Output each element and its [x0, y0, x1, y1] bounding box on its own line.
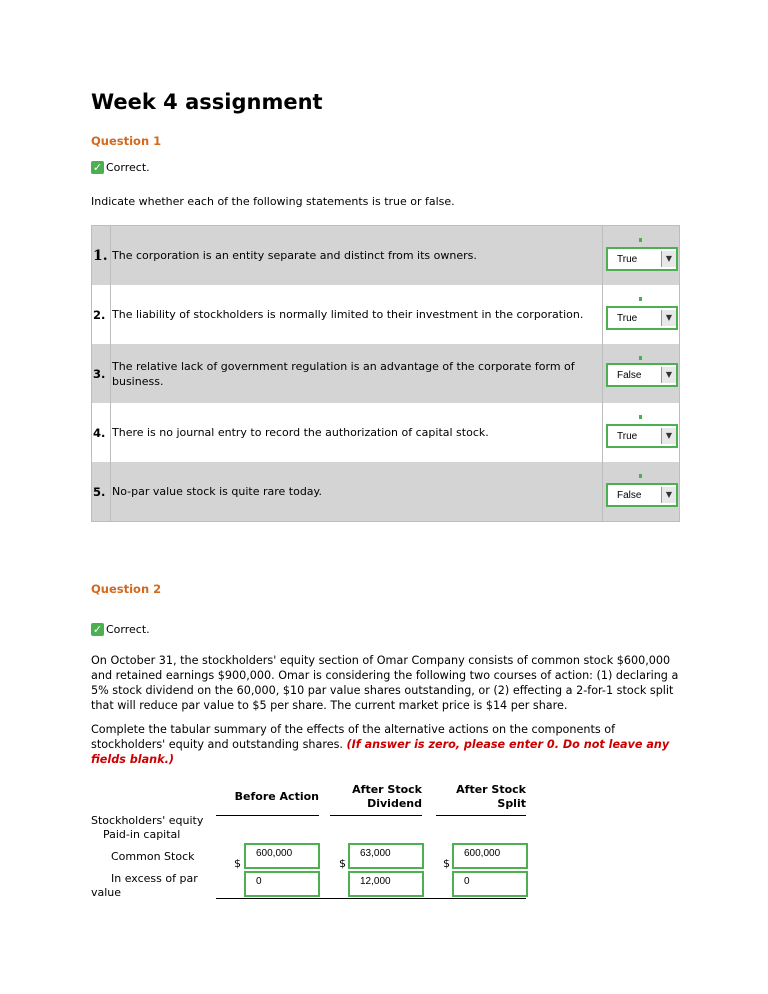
status-text: Correct. [106, 161, 150, 174]
column-label: After Stock [456, 783, 526, 796]
chevron-down-icon[interactable]: ▼ [661, 428, 676, 444]
input-value: 600,000 [464, 848, 501, 859]
divider [216, 898, 526, 899]
input-value: 600,000 [256, 848, 293, 859]
input-value: 12,000 [360, 876, 391, 887]
divider [330, 815, 422, 816]
table-row [92, 462, 679, 521]
page-title: Week 4 assignment [91, 90, 323, 114]
instruction-text: Complete the tabular summary of the effects of the alternative actions on the components of stockholders' equity and outstanding shares. [91, 723, 616, 751]
row-label-line: value [91, 886, 122, 899]
row-label-line: In excess of par [111, 872, 198, 885]
statement: No-par value stock is quite rare today. [112, 485, 322, 498]
column-before-action: Before Action [234, 790, 319, 803]
checkmark-icon: ✓ [92, 161, 103, 174]
row-label-common-stock: Common Stock [111, 850, 195, 863]
item-number: 1. [93, 247, 108, 264]
column-label: Dividend [367, 797, 422, 810]
common-stock-split-input[interactable] [452, 843, 528, 869]
common-stock-before-input[interactable] [244, 843, 320, 869]
column-after-dividend [330, 783, 422, 811]
answer-select[interactable] [606, 424, 678, 448]
selected-value: False [617, 369, 642, 381]
chevron-down-icon[interactable]: ▼ [661, 367, 676, 383]
status-text: Correct. [106, 623, 150, 636]
marker-icon [639, 415, 642, 419]
statement: The relative lack of government regulation is an advantage of the corporate form of business. [112, 359, 575, 388]
marker-icon [639, 238, 642, 242]
question-1-status [91, 161, 150, 174]
divider [436, 815, 526, 816]
marker-icon [639, 474, 642, 478]
instruction-note: (If answer is zero, please enter 0. Do not leave any fields blank.) [91, 738, 670, 766]
chevron-down-icon[interactable]: ▼ [661, 310, 676, 326]
chevron-down-icon[interactable]: ▼ [661, 487, 676, 503]
problem-text: On October 31, the stockholders' equity section of Omar Company consists of common stock $600,000 and retained earnings $900,000. Omar is considering the following two courses of action: (1) declaring a 5% stock dividend on the 60,000, $10 par value shares outstanding, or (2) effecting a 2-for-1 stock split that will reduce par value to $5 per share. The current market price is $14 per share. [91, 654, 679, 712]
answer-select[interactable] [606, 363, 678, 387]
column-after-split [436, 783, 526, 811]
item-number: 4. [93, 425, 106, 440]
question-2-status [91, 623, 150, 636]
excess-par-split-input[interactable] [452, 871, 528, 897]
checkmark-icon: ✓ [92, 623, 103, 636]
column-label: After Stock [352, 783, 422, 796]
answer-select[interactable] [606, 247, 678, 271]
question-2-heading: Question 2 [91, 582, 162, 596]
statement: The liability of stockholders is normally limited to their investment in the corporation. [112, 308, 584, 321]
answer-select[interactable] [606, 306, 678, 330]
divider [216, 815, 319, 816]
currency-symbol: $ [234, 857, 241, 870]
question-1-heading: Question 1 [91, 134, 162, 148]
column-label: Split [497, 797, 526, 810]
question-1-instruction: Indicate whether each of the following statements is true or false. [91, 195, 455, 208]
input-value: 0 [464, 876, 470, 887]
statement: The corporation is an entity separate and distinct from its owners. [112, 249, 477, 262]
row-label-excess [91, 872, 198, 900]
input-value: 63,000 [360, 848, 391, 859]
statement: There is no journal entry to record the authorization of capital stock. [112, 426, 489, 439]
chevron-down-icon[interactable]: ▼ [661, 251, 676, 267]
row-label-paid-in: Paid-in capital [103, 828, 181, 841]
selected-value: True [617, 312, 638, 324]
marker-icon [639, 356, 642, 360]
table-row [92, 403, 679, 462]
table-row [92, 226, 679, 285]
table-row [92, 344, 679, 403]
item-number: 5. [93, 484, 106, 499]
row-label-equity: Stockholders' equity [91, 814, 204, 827]
tabular-instruction [91, 722, 681, 767]
true-false-table [91, 225, 680, 522]
answer-select[interactable] [606, 483, 678, 507]
excess-par-before-input[interactable] [244, 871, 320, 897]
currency-symbol: $ [443, 857, 450, 870]
selected-value: True [617, 253, 638, 265]
input-value: 0 [256, 876, 262, 887]
selected-value: False [617, 489, 642, 501]
marker-icon [639, 297, 642, 301]
item-number: 3. [93, 366, 106, 381]
common-stock-dividend-input[interactable] [348, 843, 424, 869]
currency-symbol: $ [339, 857, 346, 870]
excess-par-dividend-input[interactable] [348, 871, 424, 897]
selected-value: True [617, 430, 638, 442]
table-row [92, 285, 679, 344]
item-number: 2. [93, 307, 106, 322]
